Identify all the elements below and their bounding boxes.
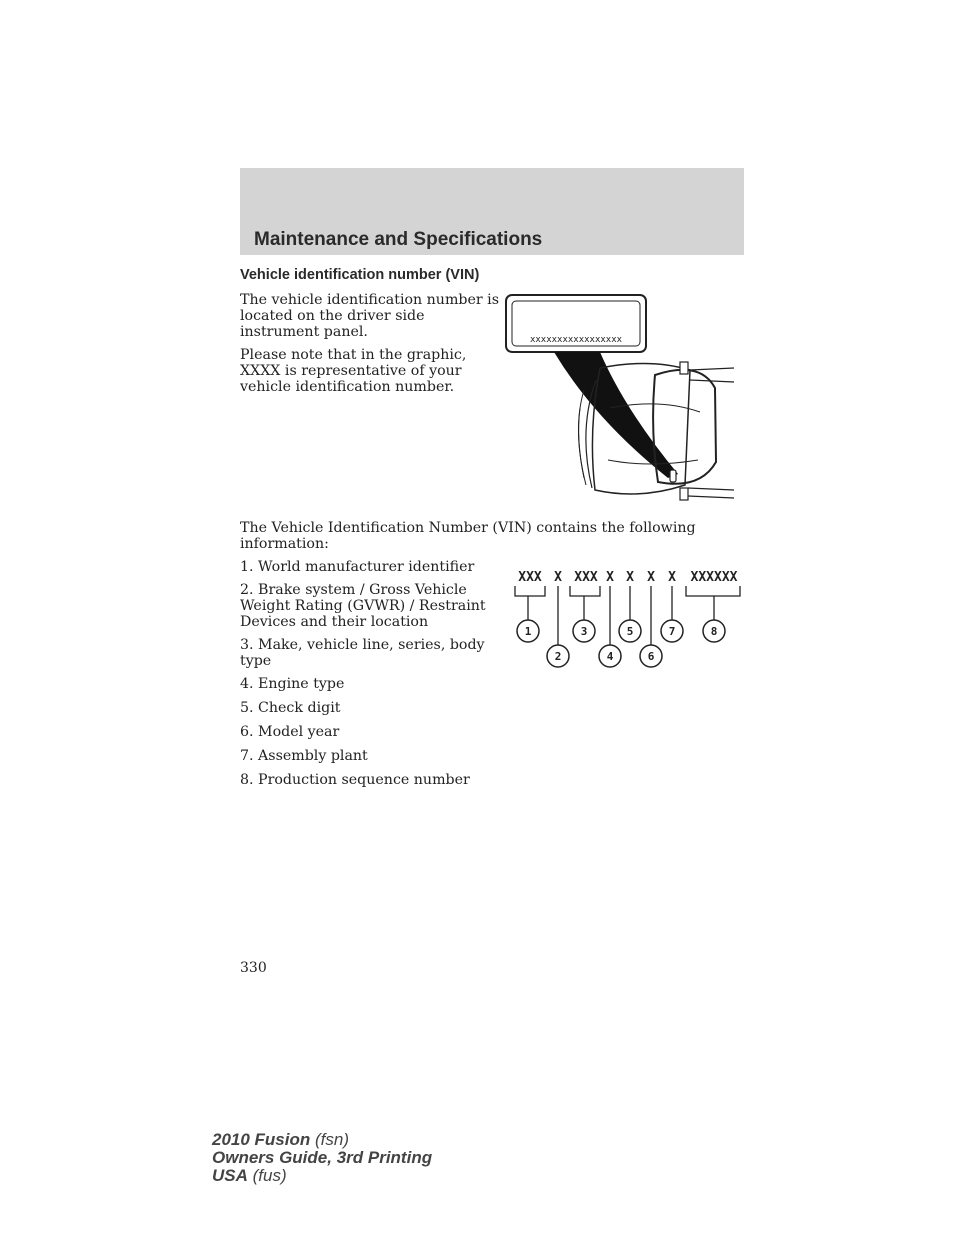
list-item: 5. Check digit xyxy=(240,700,341,716)
callout-7: 7 xyxy=(668,625,676,638)
document-footer xyxy=(212,1131,432,1185)
vin-group-7: X xyxy=(668,570,676,585)
page-number: 330 xyxy=(240,960,267,976)
list-item: 8. Production sequence number xyxy=(240,772,470,788)
callout-5: 5 xyxy=(626,625,634,638)
list-item: 6. Model year xyxy=(240,724,340,740)
footer-region: USA xyxy=(212,1166,248,1185)
vin-group-5: X xyxy=(626,570,634,585)
vin-contents-paragraph: The Vehicle Identification Number (VIN) contains the following information: xyxy=(240,520,696,552)
intro-paragraph-2: Please note that in the graphic, XXXX is representative of your vehicle identification number. xyxy=(240,347,467,395)
footer-guide: Owners Guide, 3rd Printing xyxy=(212,1148,433,1167)
list-item: 3. Make, vehicle line, series, body type xyxy=(240,637,485,669)
list-item: 2. Brake system / Gross Vehicle Weight Rating (GVWR) / Restraint Devices and their location xyxy=(240,582,486,630)
callout-6: 6 xyxy=(647,650,655,663)
list-item: 4. Engine type xyxy=(240,676,345,692)
callout-3: 3 xyxy=(580,625,588,638)
vin-group-2: X xyxy=(554,570,562,585)
intro-paragraph-1: The vehicle identification number is located on the driver side instrument panel. xyxy=(240,292,499,340)
callout-2: 2 xyxy=(554,650,562,663)
callout-8: 8 xyxy=(710,625,718,638)
section-title: Vehicle identification number (VIN) xyxy=(240,267,480,283)
footer-model: 2010 Fusion xyxy=(212,1130,311,1149)
callout-4: 4 xyxy=(606,650,614,663)
list-item: 1. World manufacturer identifier xyxy=(240,559,475,575)
vin-group-3: XXX xyxy=(574,570,598,585)
section-header-band xyxy=(240,168,744,255)
vin-location-illustration xyxy=(500,290,740,505)
vin-group-8: XXXXXX xyxy=(690,570,738,585)
footer-region-code: (fus) xyxy=(252,1166,287,1185)
page-title: Maintenance and Specifications xyxy=(254,229,543,250)
callout-1: 1 xyxy=(524,625,532,638)
vin-group-4: X xyxy=(606,570,614,585)
footer-model-code: (fsn) xyxy=(315,1130,349,1149)
vin-plate-text: xxxxxxxxxxxxxxxxx xyxy=(529,335,623,345)
list-item: 7. Assembly plant xyxy=(240,748,368,764)
vin-breakdown-diagram xyxy=(508,562,748,670)
vin-group-1: XXX xyxy=(518,570,542,585)
vin-group-6: X xyxy=(647,570,655,585)
